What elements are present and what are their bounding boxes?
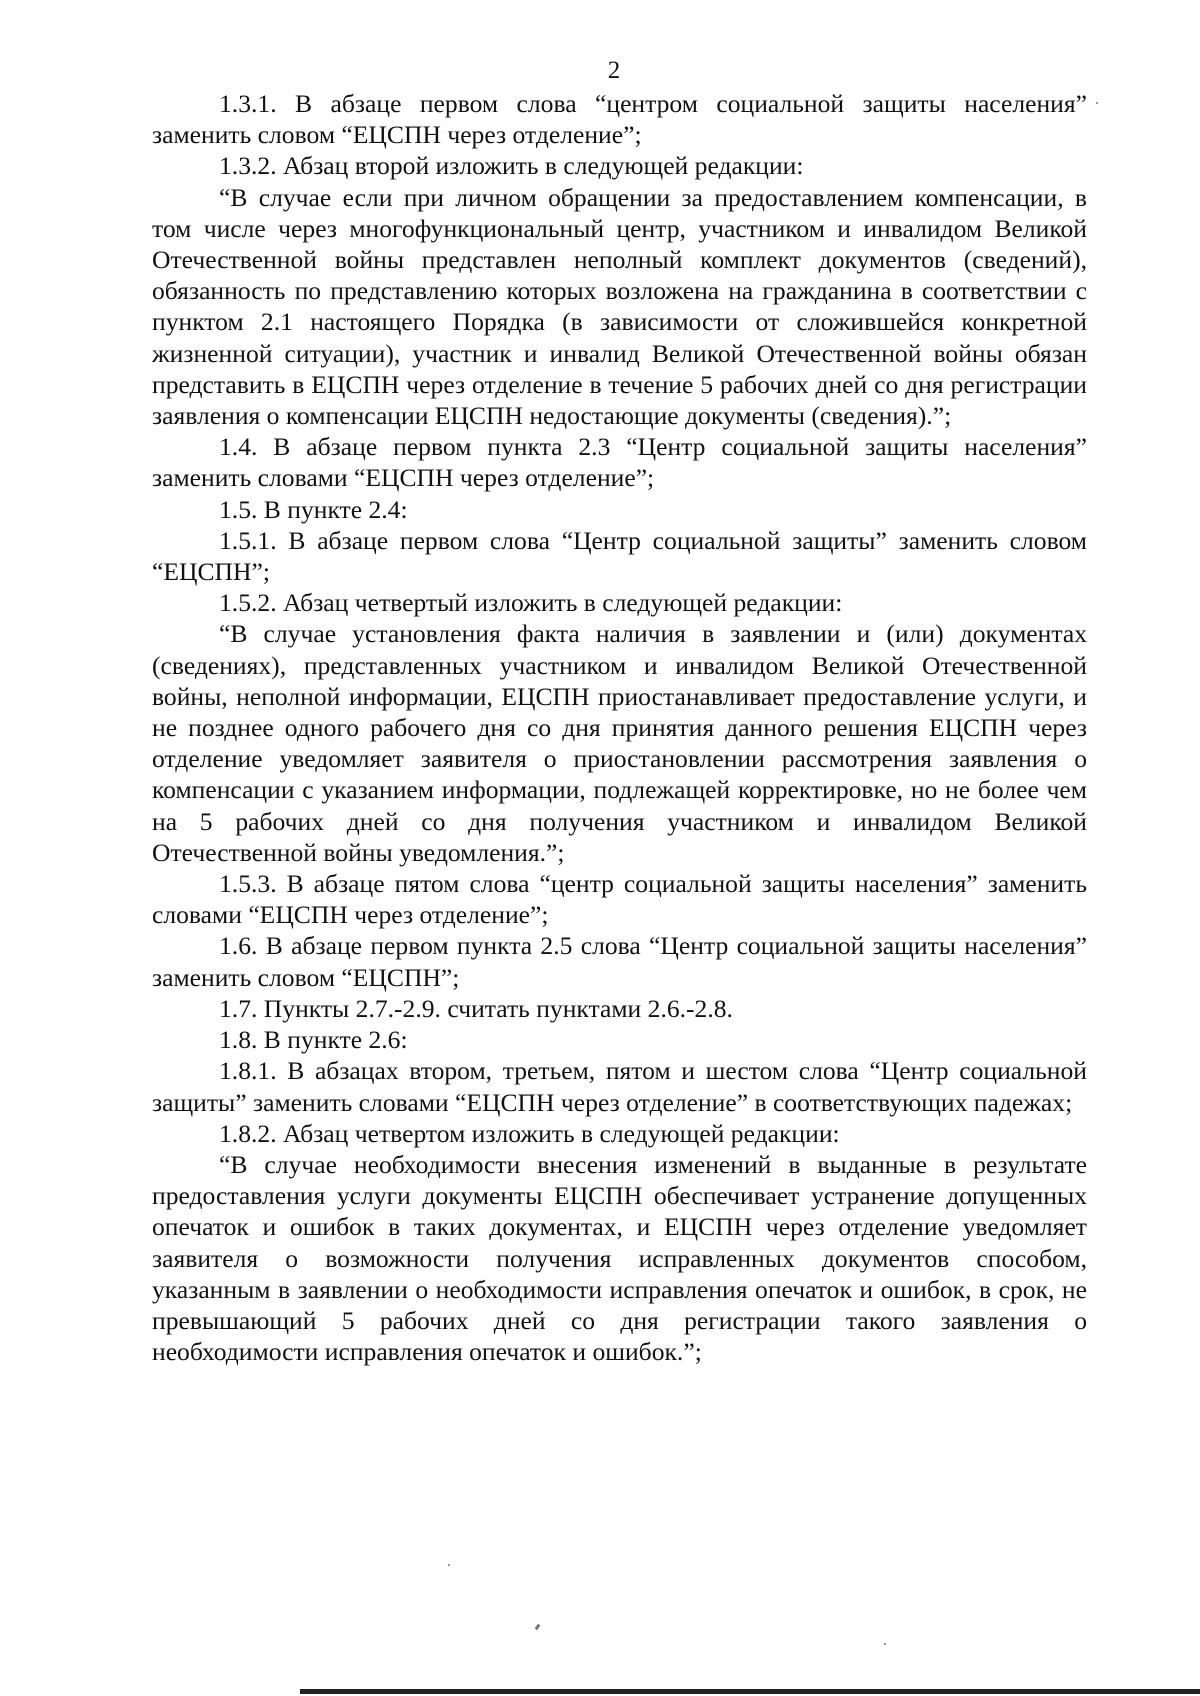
paragraph-1-8-1: 1.8.1. В абзацах втором, третьем, пятом и шестом слова “Центр социальной защиты” заменить словами “ЕЦСПН через отделение” в соответствующих падежах; [152, 1056, 1087, 1117]
document-body [152, 88, 1087, 1367]
paragraph-1-5-1: 1.5.1. В абзаце первом слова “Центр социальной защиты” заменить словом “ЕЦСПН”; [152, 525, 1087, 587]
paragraph-1-8: 1.8. В пункте 2.6: [219, 1025, 408, 1055]
paragraph-1-3-1: 1.3.1. В абзаце первом слова “центром социальной защиты населения” заменить словом “ЕЦСПН через отделение”; [152, 89, 1087, 150]
page-number: 2 [607, 57, 621, 84]
quoted-paragraph-fourth: “В случае установления факта наличия в заявлении и (или) документах (сведениях), представленных участником и инвалидом Великой Отечественной войны, неполной информации, ЕЦСПН приостанавливает предоставление услуги, и не позднее одного рабочего дня со дня принятия данного решения ЕЦСПН через отделение уведомляет заявителя о приостановлении рассмотрения заявления о компенсации с указанием информации, подлежащей корректировке, но не более чем на 5 рабочих дней со дня получения участником и инвалидом Великой Отечественной войны уведомления.”; [152, 619, 1087, 867]
paragraph-1-6: 1.6. В абзаце первом пункта 2.5 слова “Центр социальной защиты населения” заменить словом “ЕЦСПН”; [152, 931, 1087, 992]
scan-speck [535, 1624, 541, 1631]
quoted-paragraph-second: “В случае если при личном обращении за предоставлением компенсации, в том числе через многофункциональный центр, участником и инвалидом Великой Отечественной войны представлен неполный комплект документов (сведений), обязанность по представлению которых возложена на гражданина в соответствии с пунктом 2.1 настоящего Порядка (в зависимости от сложившейся конкретной жизненной ситуации), участник и инвалид Великой Отечественной войны обязан представить в ЕЦСПН через отделение в течение 5 рабочих дней со дня регистрации заявления о компенсации ЕЦСПН недостающие документы (сведения).”; [152, 182, 1087, 431]
paragraph-1-5: 1.5. В пункте 2.4: [219, 494, 408, 524]
quoted-paragraph-corrections: “В случае необходимости внесения изменений в выданные в результате предоставления услуги документы ЕЦСПН обеспечивает устранение допущенных опечаток и ошибок в таких документах, и ЕЦСПН через отделение уведомляет заявителя о возможности получения исправленных документов способом, указанным в заявлении о необходимости исправления опечаток и ошибок, в срок, не превышающий 5 рабочих дней со дня регистрации такого заявления о необходимости исправления опечаток и ошибок.”; [152, 1149, 1087, 1367]
scan-speck [1096, 102, 1098, 104]
paragraph-1-3-2: 1.3.2. Абзац второй изложить в следующей редакции: [219, 151, 804, 181]
paragraph-1-7: 1.7. Пункты 2.7.-2.9. считать пунктами 2.6.-2.8. [219, 993, 733, 1023]
paragraph-1-4: 1.4. В абзаце первом пункта 2.3 “Центр социальной защиты населения” заменить словами “ЕЦСПН через отделение”; [152, 432, 1087, 493]
scan-edge-line [300, 1689, 1200, 1694]
paragraph-1-5-3: 1.5.3. В абзаце пятом слова “центр социальной защиты населения” заменить словами “ЕЦСПН через отделение”; [152, 869, 1087, 930]
paragraph-1-8-2: 1.8.2. Абзац четвертом изложить в следующей редакции: [219, 1118, 840, 1148]
paragraph-1-5-2: 1.5.2. Абзац четвертый изложить в следующей редакции: [219, 588, 843, 618]
scan-speck [448, 1564, 450, 1566]
scan-speck [884, 1643, 886, 1645]
